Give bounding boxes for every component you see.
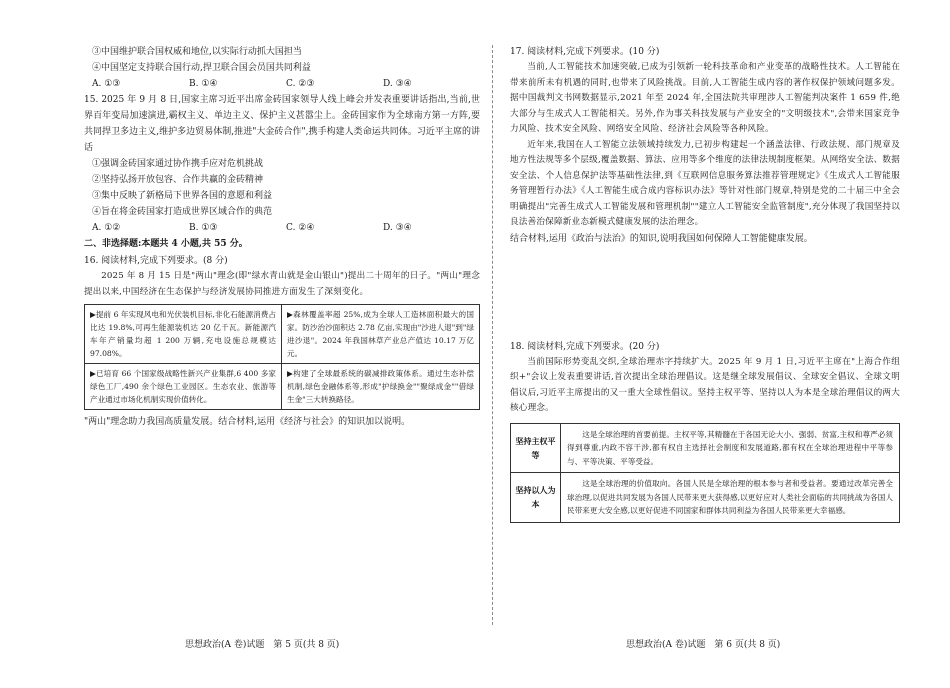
page-5-footer: 思想政治(A 卷)试题 第 5 页(共 8 页) — [185, 640, 340, 650]
q14-option-a[interactable]: A. ①③ — [92, 79, 121, 89]
q18-concept-table — [510, 423, 900, 523]
q15-item-3: ③集中反映了新格局下世界各国的意愿和利益 — [92, 191, 273, 201]
q15-option-b[interactable]: B. ①③ — [189, 223, 218, 233]
q16-material: 2025 年 8 月 15 日是"两山"理念(即"绿水青山就是金山银山")提出二十周年的日子。"两山"理念提出以来,中国经济在生态保护与经济发展协同推进方面发生了深刻变化。 — [84, 271, 480, 297]
q15-options — [84, 220, 480, 236]
q17-heading: 17. 阅读材料,完成下列要求。(10 分) — [510, 47, 660, 57]
exam-page-6 — [496, 0, 950, 688]
q15-option-c[interactable]: C. ②④ — [286, 223, 315, 233]
q14-item-4: ④中国坚定支持联合国行动,捍卫联合国会员国共同利益 — [92, 63, 311, 73]
q14-item-3: ③中国维护联合国权威和地位,以实际行动抓大国担当 — [92, 47, 302, 57]
q14-option-b[interactable]: B. ①④ — [189, 79, 218, 89]
q15-item-2: ②坚持弘扬开放包容、合作共赢的金砖精神 — [92, 175, 264, 185]
page-divider — [492, 45, 493, 625]
q14-options — [84, 76, 480, 92]
table-label-people: 坚持以人为本 — [511, 473, 561, 522]
q18-material: 当前国际形势变乱交织,全球治理赤字持续扩大。2025 年 9 月 1 日,习近平主席在"上海合作组织+"会议上发表重要讲话,首次提出全球治理倡议。这是继全球发展倡议、全球安全倡议、全球文明倡议后,习近平主席提出的又一重大全球性倡议。坚持主权平等、坚持以人为本是全球治理倡议的两大核心理念。 — [510, 356, 900, 413]
q14-option-d[interactable]: D. ③④ — [383, 79, 412, 89]
q16-box-cell: ▶提前 6 年实现风电和光伏装机目标,非化石能源消费占比达 19.8%,可再生能源装机达 20 亿千瓦。新能源汽车年产销量均超 1 200 万辆,充电设施总规模达 97.08%。 — [85, 305, 282, 364]
q16-box-cell: ▶已培育 66 个国家级战略性新兴产业集群,6 400 多家绿色工厂,490 余个绿色工业园区。生态农业、旅游等产业通过市场化机制实现价值转化。 — [85, 364, 282, 409]
q15-stem: 15. 2025 年 9 月 8 日,国家主席习近平出席金砖国家领导人线上峰会并发表重要讲话指出,当前,世界百年变局加速演进,霸权主义、单边主义、保护主义甚嚣尘上。金砖国家作为全球南方第一方阵,要共同捍卫多边主义,维护多边贸易体制,推进"大金砖合作",携手构建人类命运共同体。习近平主席的讲话 — [84, 95, 480, 153]
q14-option-c[interactable]: C. ②③ — [286, 79, 315, 89]
q18-heading: 18. 阅读材料,完成下列要求。(20 分) — [510, 341, 660, 352]
page-6-content — [510, 44, 900, 523]
answer-space — [510, 247, 900, 339]
q16-box-cell: ▶构建了全球最系统的碳减排政策体系。通过生态补偿机制,绿色金融体系等,形成"护绿换金""聚绿成金""借绿生金"三大转换路径。 — [287, 369, 474, 404]
q16-box-cell: ▶森林覆盖率超 25%,成为全球人工造林面积最大的国家。防沙治沙面积达 2.78 亿亩,实现由"沙进人退"到"绿进沙退"。2024 年我国林草产业总产值达 10.17 万亿元。 — [282, 305, 479, 364]
page-6-footer: 思想政治(A 卷)试题 第 6 页(共 8 页) — [626, 640, 781, 650]
table-content-sovereignty: 这是全球治理的首要前提。主权平等,其精髓在于各国无论大小、强弱、贫富,主权和尊严必须得到尊重,内政不容干涉,都有权自主选择社会制度和发展道路,都有权在全球治理进程中平等参与、平等决策、平等受益。 — [561, 424, 899, 474]
q17-material-1: 当前,人工智能技术加速突破,已成为引领新一轮科技革命和产业变革的战略性技术。人工智能在带来前所未有机遇的同时,也带来了风险挑战。目前,人工智能生成内容的著作权保护领域问题多发。据中国裁判文书网数据显示,2021 年至 2024 年,全国法院共审理涉人工智能判决案件 1 659 件,绝大部分与生成式人工智能相关。另外,作为事关科技发展与产业安全的"文明级技术",会带来国家竞争力风险、技术安全风险、网络安全风险、经济社会风险等各种风险。 — [510, 62, 900, 134]
q15-item-4: ④旨在将金砖国家打造成世界区域合作的典范 — [92, 207, 273, 217]
q17-material-2: 近年来,我国在人工智能立法领域持续发力,已初步构建起一个涵盖法律、行政法规、部门规章及地方性法规等多个层级,覆盖数据、算法、应用等多个维度的法律法规制度框架。从网络安全法、数据安全法、个人信息保护法等基础性法律,到《互联网信息服务算法推荐管理规定》《生成式人工智能服务管理暂行办法》《人工智能生成合成内容标识办法》等针对性部门规章,特别是党的二十届三中全会明确提出"完善生成式人工智能发展和管理机制""建立人工智能安全监管制度",充分体现了我国坚持以良法善治保障新业态新模式健康发展的法治理念。 — [510, 139, 900, 227]
q17-question: 结合材料,运用《政治与法治》的知识,说明我国如何保障人工智能健康发展。 — [510, 233, 813, 244]
q16-heading: 16. 阅读材料,完成下列要求。(8 分) — [84, 256, 228, 266]
table-label-sovereignty: 坚持主权平等 — [511, 424, 561, 474]
q15-item-1: ①强调金砖国家通过协作携手应对危机挑战 — [92, 159, 264, 169]
section-2-heading: 二、非选择题:本题共 4 小题,共 55 分。 — [84, 239, 248, 249]
table-content-people: 这是全球治理的价值取向。各国人民是全球治理的根本参与者和受益者。要通过改革完善全球治理,以促进共同发展为各国人民带来更大获得感,以更好应对人类社会面临的共同挑战为各国人民带来更大安全感,以更好促进不同国家和群体共同利益为各国人民带来更大幸福感。 — [567, 479, 893, 515]
q15-option-a[interactable]: A. ①② — [92, 223, 121, 233]
q16-question: "两山"理念助力我国高质量发展。结合材料,运用《经济与社会》的知识加以说明。 — [84, 417, 411, 427]
q15-option-d[interactable]: D. ③④ — [383, 223, 412, 233]
q16-material-box — [84, 304, 480, 410]
page-5-content — [84, 44, 480, 430]
